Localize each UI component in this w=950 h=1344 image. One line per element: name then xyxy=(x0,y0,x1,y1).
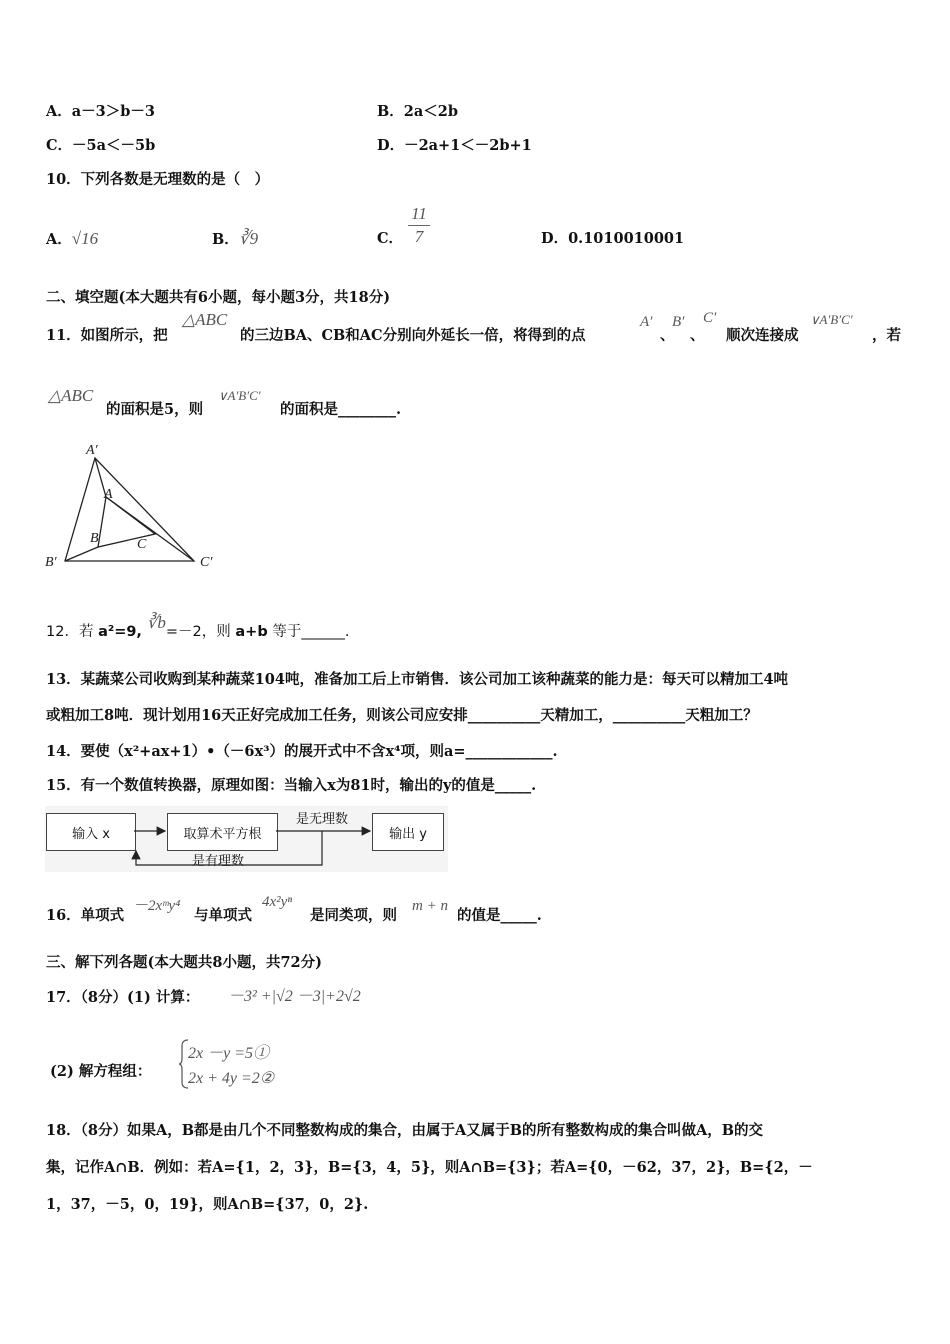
q12-root: ∛b xyxy=(146,613,166,632)
q11-triangle-figure xyxy=(40,438,230,578)
q13-line-1: 13．某蔬菜公司收购到某种蔬菜104吨，准备加工后上市销售．该公司加工该种蔬菜的能力是：每天可以精加工4吨 xyxy=(46,671,789,688)
q10-option-d: D．0.1010010001 xyxy=(541,230,685,247)
q10-option-c-label: C． xyxy=(377,230,404,247)
q11-text-1: 11．如图所示，把 xyxy=(46,327,168,344)
q10-option-a-math: √16 xyxy=(71,229,99,248)
q10-stem: 10．下列各数是无理数的是（ ） xyxy=(46,171,270,188)
q17-part-1: 17．（8分）(1) 计算： xyxy=(46,989,200,1006)
q16-monomial-2: 4x²yⁿ xyxy=(262,894,293,910)
fig-label-a: A xyxy=(104,487,113,502)
flow-arrows xyxy=(45,806,448,872)
q11-triangle-a1b1c1-2: ∨A′B′C′ xyxy=(218,388,261,403)
q9-option-a: A．a－3＞b－3 xyxy=(46,103,155,120)
q10-option-a-label: A． xyxy=(46,231,72,248)
q16-text-4: 的值是_____. xyxy=(457,907,542,924)
q10-option-b-label: B． xyxy=(212,231,239,248)
q10-option-b-math: ∛9 xyxy=(238,229,259,248)
extension-cb xyxy=(65,547,98,561)
q11-point-a1: A′ xyxy=(640,314,653,330)
q9-option-c: C．－5a＜－5b xyxy=(46,137,156,154)
q17-equation-1: 2x －y =5① xyxy=(188,1045,270,1062)
q17-expression: －3² +|√2 －3|+2√2 xyxy=(228,988,361,1005)
q18-line-3: 1，37，－5，0，19}，则A∩B={37，0，2}. xyxy=(46,1196,369,1213)
q12-text-1: 12．若 xyxy=(46,624,94,640)
q10-option-c-fraction xyxy=(408,204,430,247)
q18-line-1: 18．（8分）如果A，B都是由几个不同整数构成的集合，由属于A又属于B的所有整数构成的集合叫做A，B的交 xyxy=(46,1122,764,1139)
q14-text: 14．要使（x²+ax+1）•（－6x³）的展开式中不含x⁴项，则a=____________. xyxy=(46,743,558,760)
q17-part-2: (2) 解方程组： xyxy=(50,1063,152,1080)
q9-option-d: D．－2a+1＜－2b+1 xyxy=(377,137,532,154)
q12-line xyxy=(46,613,350,642)
q10-option-b xyxy=(212,229,258,250)
fig-label-a1: A′ xyxy=(86,443,98,458)
q15-text: 15．有一个数值转换器，原理如图：当输入x为81时，输出的y的值是_____. xyxy=(46,777,537,794)
arrow-loop-back xyxy=(136,831,322,865)
fig-label-b: B xyxy=(90,531,99,546)
flow-yes-label: 是无理数 xyxy=(296,812,349,827)
q11-triangle-a1b1c1: ∨A′B′C′ xyxy=(810,312,853,327)
flow-output-box: 输出 y xyxy=(372,813,444,851)
fig-label-c: C xyxy=(137,537,147,552)
flow-no-label: 是有理数 xyxy=(192,854,245,869)
q16-expression: m + n xyxy=(412,898,448,914)
section-3-heading: 三、解下列各题(本大题共8小题，共72分) xyxy=(46,954,322,971)
q11-text-4: ，若 xyxy=(872,327,901,344)
q11-text-2: 的三边BA、CB和AC分别向外延长一倍，将得到的点 xyxy=(240,327,586,344)
q11-sep-1: 、 xyxy=(660,327,675,344)
q11-point-c1: C′ xyxy=(703,310,717,326)
q12-text-3: 等于______. xyxy=(272,624,350,640)
q13-line-2: 或粗加工8吨．现计划用16天正好完成加工任务，则该公司应安排__________天精加工，__________天粗加工？ xyxy=(46,707,758,724)
q10-fraction-numerator: 11 xyxy=(411,204,427,223)
q10-fraction-denominator: 7 xyxy=(414,227,424,246)
q11-text-6: 的面积是________. xyxy=(280,401,402,418)
fig-label-b1: B′ xyxy=(45,555,57,570)
q16-text-2: 与单项式 xyxy=(194,907,252,924)
q11-point-b1: B′ xyxy=(672,314,685,330)
q11-triangle-abc-2: △ABC xyxy=(48,386,94,405)
fig-label-c1: C′ xyxy=(200,555,213,570)
q16-text-3: 是同类项，则 xyxy=(310,907,397,924)
q17-equation-2: 2x + 4y =2② xyxy=(188,1070,275,1087)
inner-triangle xyxy=(98,497,155,547)
q10-option-a xyxy=(46,229,98,250)
q11-text-3: 顺次连接成 xyxy=(726,327,799,344)
q16-monomial-1: －2xᵐy⁴ xyxy=(133,898,181,914)
q11-sep-2: 、 xyxy=(690,327,705,344)
q16-text-1: 16．单项式 xyxy=(46,907,125,924)
section-2-heading: 二、填空题(本大题共有6小题，每小题3分，共18分) xyxy=(46,289,391,306)
flow-input-box: 输入 x xyxy=(46,813,136,851)
q12-eq-2: a+b xyxy=(235,624,268,640)
q12-eq-1: a²=9, xyxy=(98,624,142,640)
q12-text-2: =－2，则 xyxy=(165,624,231,640)
q11-triangle-abc: △ABC xyxy=(182,310,228,329)
extension-ac xyxy=(106,497,194,561)
flow-process-box: 取算术平方根 xyxy=(167,813,278,851)
q11-text-5: 的面积是5，则 xyxy=(106,401,204,418)
q9-option-b: B．2a＜2b xyxy=(377,103,458,120)
fraction-bar xyxy=(408,225,430,226)
outer-triangle xyxy=(65,458,194,561)
q18-line-2: 集，记作A∩B．例如：若A={1，2，3}，B={3，4，5}，则A∩B={3}；若A={0，－62，37，2}，B={2，－ xyxy=(46,1159,813,1176)
